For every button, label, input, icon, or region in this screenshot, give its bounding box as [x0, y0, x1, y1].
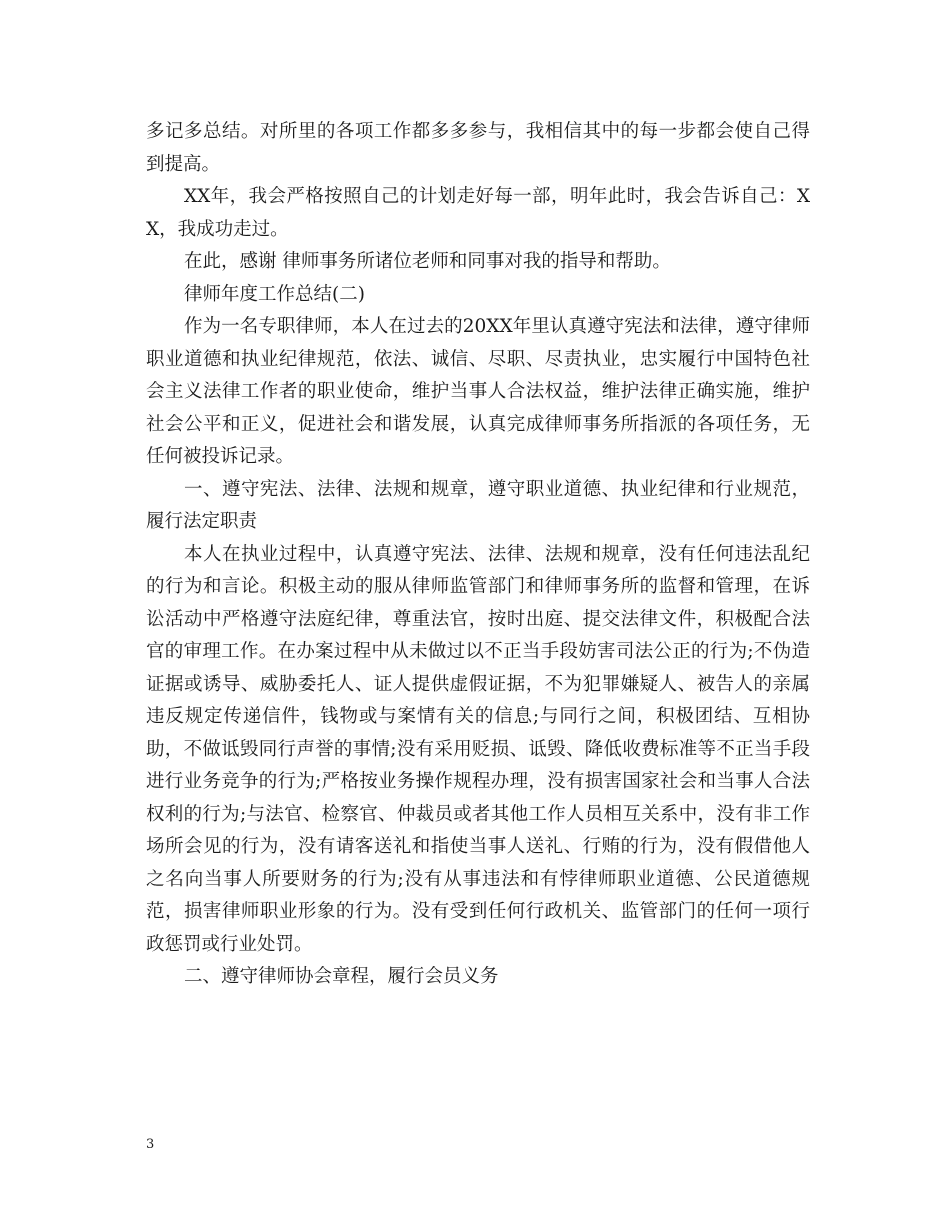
- page-number: 3: [146, 1137, 155, 1152]
- paragraph: 作为一名专职律师，本人在过去的20XX年里认真遵守宪法和法律，遵守律师职业道德和执业纪律规范，依法、诚信、尽职、尽责执业，忠实履行中国特色社会主义法律工作者的职业使命，维护当事人合法权益，维护法律正确实施，维护社会公平和正义，促进社会和谐发展，认真完成律师事务所指派的各项任务，无任何被投诉记录。: [146, 316, 810, 467]
- section-heading: 律师年度工作总结(二): [184, 283, 365, 305]
- paragraph: 本人在执业过程中，认真遵守宪法、法律、法规和规章，没有任何违法乱纪的行为和言论。积极主动的服从律师监管部门和律师事务所的监督和管理，在诉讼活动中严格遵守法庭纪律，尊重法官，按时出庭、提交法律文件，积极配合法官的审理工作。在办案过程中从未做过以不正当手段妨害司法公正的行为;不伪造证据或诱导、威胁委托人、证人提供虚假证据，不为犯罪嫌疑人、被告人的亲属违反规定传递信件，钱物或与案情有关的信息;与同行之间，积极团结、互相协助，不做诋毁同行声誉的事情;没有采用贬损、诋毁、降低收费标准等不正当手段进行业务竞争的行为;严格按业务操作规程办理，没有损害国家社会和当事人合法权利的行为;与法官、检察官、仲裁员或者其他工作人员相互关系中，没有非工作场所会见的行为，没有请客送礼和指使当事人送礼、行贿的行为，没有假借他人之名向当事人所要财务的行为;没有从事违法和有悖律师职业道德、公民道德规范，损害律师职业形象的行为。没有受到任何行政机关、监管部门的任何一项行政惩罚或行业处罚。: [146, 543, 810, 955]
- section-heading: 一、遵守宪法、法律、法规和规章，遵守职业道德、执业纪律和行业规范，履行法定职责: [146, 478, 810, 532]
- section-heading: 二、遵守律师协会章程，履行会员义务: [184, 966, 499, 987]
- document-body: [146, 116, 810, 994]
- paragraph: XX年，我会严格按照自己的计划走好每一部，明年此时，我会告诉自己：XX，我成功走过。: [146, 186, 810, 240]
- paragraph: 在此，感谢 律师事务所诸位老师和同事对我的指导和帮助。: [184, 251, 671, 272]
- paragraph: 多记多总结。对所里的各项工作都多多参与，我相信其中的每一步都会使自己得到提高。: [146, 121, 810, 175]
